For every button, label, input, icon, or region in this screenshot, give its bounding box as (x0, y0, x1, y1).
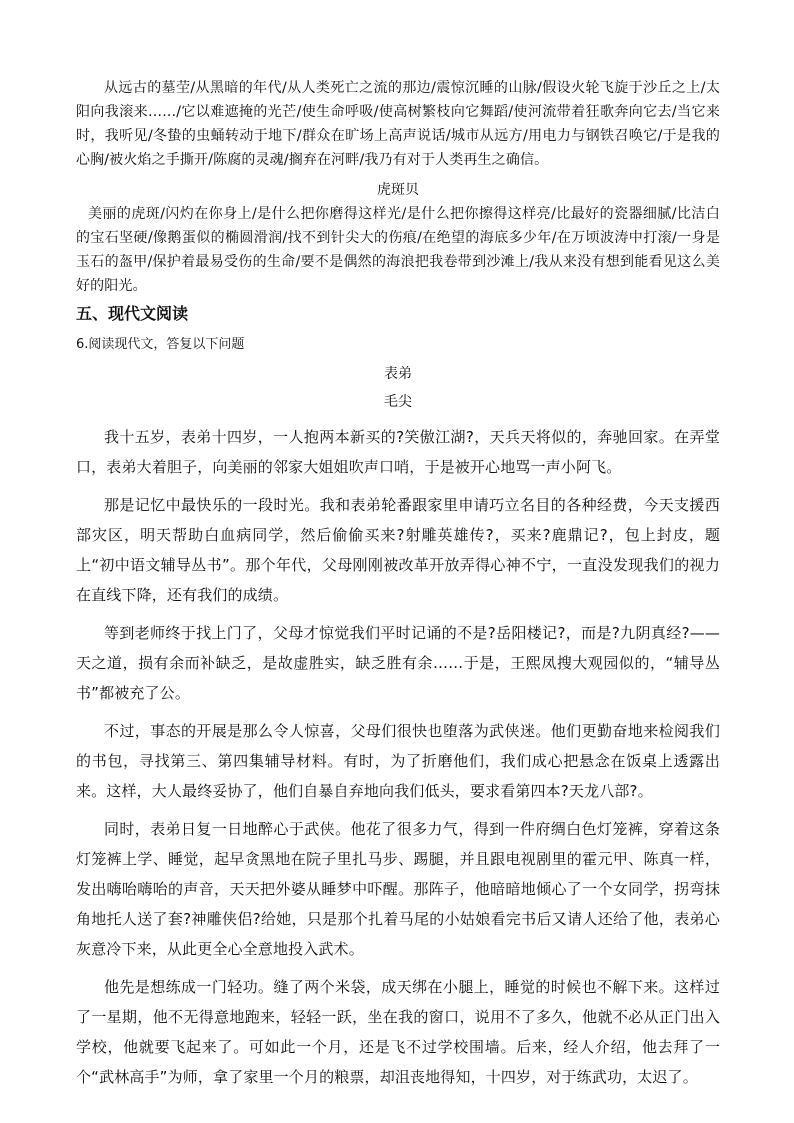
section-header (76, 302, 720, 356)
story-paragraph: 不过，事态的开展是那么令人惊喜，父母们很快也堕落为武侠迷。他们更勤奋地来检阅我们的书包，寻找第三、第四集辅导材料。有时，为了折磨他们，我们成心把悬念在饭桌上透露出来。这样，大人最终妥协了，他们自暴自弃地向我们低头，要求看第四本?天龙八部?。 (76, 722, 720, 800)
poem-1 (76, 76, 720, 172)
story-paragraph: 等到老师终于找上门了，父母才惊觉我们平时记诵的不是?岳阳楼记?，而是?九阴真经?——天之道，损有余而补缺乏，是故虚胜实，缺乏胜有余……于是，王熙凤搜大观园似的，“辅导丛书”都被充了公。 (76, 624, 720, 702)
story (76, 362, 720, 1092)
story-title: 表弟 (384, 366, 412, 382)
poem-2 (76, 178, 720, 298)
poem-2-text: 美丽的虎斑/闪灼在你身上/是什么把你磨得这样光/是什么把你擦得这样亮/比最好的瓷器细腻/比洁白的宝石坚硬/像鹅蛋似的椭圆滑润/找不到针尖大的伤痕/在绝望的海底多少年/在万顷波涛中打滚/一身是玉石的盔甲/保护着最易受伤的生命/要不是偶然的海浪把我卷带到沙滩上/我从来没有想到能看见这么美好的阳光。 (76, 206, 720, 294)
question-prompt: 6.阅读现代文，答复以下问题 (76, 337, 245, 352)
section-heading: 五、现代文阅读 (76, 304, 189, 323)
poem-1-text: 从远古的墓茔/从黑暗的年代/从人类死亡之流的那边/震惊沉睡的山脉/假设火轮飞旋于沙丘之上/太阳向我滚来……/它以难遮掩的光芒/使生命呼吸/使高树繁枝向它舞蹈/使河流带着狂歌奔向它去/当它来时，我听见/冬蛰的虫蛹转动于地下/群众在旷场上高声说话/城市从远方/用电力与钢铁召唤它/于是我的心胸/被火焰之手撕开/陈腐的灵魂/搁弃在河畔/我乃有对于人类再生之确信。 (76, 80, 720, 168)
story-paragraph: 那是记忆中最快乐的一段时光。我和表弟轮番跟家里申请巧立名目的各种经费，今天支援西部灾区，明天帮助白血病同学，然后偷偷买来?射雕英雄传?，买来?鹿鼎记?，包上封皮，题上“初中语文辅导丛书”。那个年代，父母刚刚被改革开放弄得心神不宁，一直没发现我们的视力在直线下降，还有我们的成绩。 (76, 496, 720, 604)
story-paragraph: 同时，表弟日复一日地醉心于武侠。他花了很多力气，得到一件府绸白色灯笼裤，穿着这条灯笼裤上学、睡觉，起早贪黑地在院子里扎马步、踢腿，并且跟电视剧里的霍元甲、陈真一样，发出嗨咍嗨咍的声音，天天把外婆从睡梦中吓醒。那阵子，他暗暗地倾心了一个女同学，拐弯抹角地托人送了套?神雕侠侣?给她，只是那个扎着马尾的小姑娘看完书后又请人还给了他，表弟心灰意冷下来，从此更全心全意地投入武术。 (76, 820, 720, 958)
story-author: 毛尖 (384, 394, 412, 410)
poem-2-title: 虎斑贝 (377, 182, 419, 198)
story-paragraph: 我十五岁，表弟十四岁，一人抱两本新买的?笑傲江湖?，天兵天将似的，奔驰回家。在弄堂口，表弟大着胆子，向美丽的邻家大姐姐吹声口哨，于是被开心地骂一声小阿飞。 (76, 428, 720, 476)
story-paragraph: 他先是想练成一门轻功。缝了两个米袋，成天绑在小腿上，睡觉的时候也不解下来。这样过了一星期，他不无得意地跑来，轻轻一跃，坐在我的窗口，说用不了多久，他就不必从正门出入学校，他就要飞起来了。可如此一个月，还是飞不过学校围墙。后来，经人介绍，他去拜了一个“武林高手”为师，拿了家里一个月的粮票，却沮丧地得知，十四岁，对于练武功，太迟了。 (76, 978, 720, 1086)
